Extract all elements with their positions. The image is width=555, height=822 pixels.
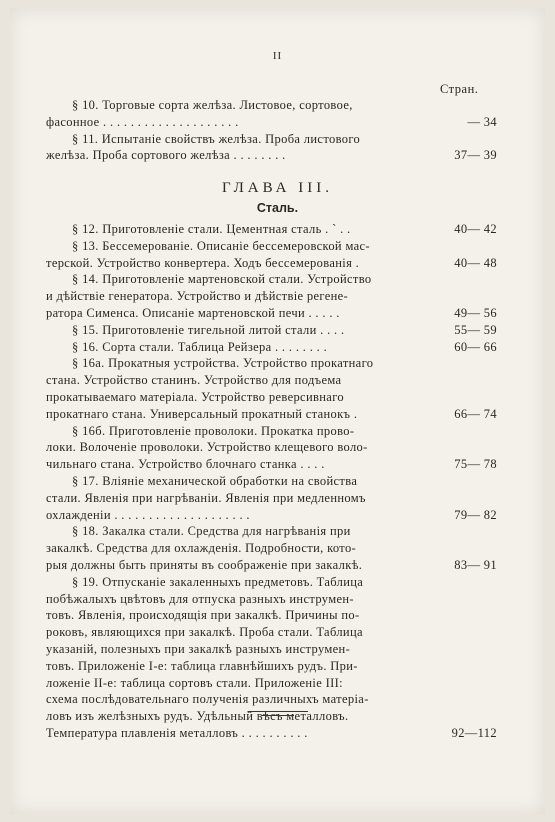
toc-entry-line: § 18. Закалка стали. Средства для нагрѣванія при — [72, 524, 351, 539]
toc-entry-pages: 40— 48 — [454, 255, 497, 270]
toc-entry — [10, 131, 545, 165]
toc-entry-line: стали. Явленія при нагрѣваніи. Явленія при медленномъ — [46, 490, 366, 505]
toc-entry-line: § 16а. Прокатныя устройства. Устройство прокатнаго — [72, 356, 374, 371]
pages-column-header: Стран. — [440, 82, 479, 96]
chapter-subtitle: Сталь. — [256, 201, 299, 215]
toc-entry-line: ловъ изъ желѣзныхъ рудъ. Удѣльный вѣсъ металловъ. — [46, 709, 349, 724]
toc-entry-line: прокатываемаго матеріала. Устройство реверсивнаго — [46, 389, 344, 404]
toc-entry-line: желѣза. Проба сортового желѣза . . . . . . . . — [46, 148, 286, 163]
toc-entry-line: § 14. Приготовленіе мартеновской стали. Устройство — [72, 272, 372, 287]
toc-entry-pages: 55— 59 — [454, 322, 497, 337]
toc-entry — [10, 355, 545, 422]
toc-entry-line: § 15. Приготовленіе тигельной литой стали . . . . — [72, 322, 345, 337]
toc-entry-line: стана. Устройство станинъ. Устройство для подъема — [46, 373, 342, 388]
toc-entry — [10, 322, 545, 339]
toc-entry — [10, 473, 545, 523]
toc-entry — [10, 238, 545, 272]
toc-entry-line: и дѣйствіе генератора. Устройство и дѣйствіе регене- — [46, 289, 349, 304]
toc-entry — [10, 574, 545, 742]
toc-entry — [10, 221, 545, 238]
toc-entry-pages: 37— 39 — [454, 148, 497, 163]
toc-entry-line: закалкѣ. Средства для охлажденія. Подробности, кото- — [46, 541, 357, 556]
toc-entry-line: § 13. Бессемерованіе. Описаніе бессемеровской мас- — [72, 238, 370, 253]
toc-entry-line: роковъ, являющихся при закалкѣ. Проба стали. Таблица — [46, 625, 363, 640]
toc-entry-line: товъ. Приложеніе I-е: таблица главнѣйшихъ рудъ. При- — [46, 658, 358, 673]
toc-entry — [10, 339, 545, 356]
toc-entry-line: охлажденіи . . . . . . . . . . . . . . . . . . . . — [46, 507, 250, 522]
toc-entry-pages: 49— 56 — [454, 305, 497, 320]
toc-entry-line: рыя должны быть приняты въ соображеніе при закалкѣ. — [46, 557, 363, 572]
toc-entry-line: прокатнаго стана. Универсальный прокатный станокъ . — [46, 406, 358, 421]
end-rule-short — [262, 715, 294, 716]
toc-entry-line: побѣжалыхъ цвѣтовъ для отпуска разныхъ инструмен- — [46, 591, 354, 606]
toc-entry-pages: 75— 78 — [454, 457, 497, 472]
toc-entry-line: § 10. Торговые сорта желѣза. Листовое, сортовое, — [72, 98, 353, 112]
toc-entry-pages: 40— 42 — [454, 222, 497, 236]
toc-entry — [10, 271, 545, 321]
toc-entry-line: указаній, полезныхъ при закалкѣ разныхъ инструмен- — [46, 641, 351, 656]
toc-entry-line: товъ. Явленія, происходящія при закалкѣ. Причины по- — [46, 608, 360, 623]
toc-entry-pages: 79— 82 — [454, 507, 497, 522]
toc-entry-pages: 60— 66 — [454, 339, 497, 354]
toc-entry-line: § 17. Вліяніе механической обработки на свойства — [72, 474, 358, 488]
toc-entry-line: схема послѣдовательнаго полученія различныхъ матеріа- — [46, 692, 369, 707]
toc-entry-pages: — 34 — [467, 114, 497, 129]
toc-entry-line: § 16б. Приготовленіе проволоки. Прокатка прово- — [72, 423, 355, 438]
chapter-title: ГЛАВА III. — [222, 180, 333, 196]
toc-entry-line: § 11. Испытаніе свойствъ желѣза. Проба листового — [72, 131, 361, 146]
toc-entry — [10, 97, 545, 131]
toc-entry-line: ложеніе II-е: таблица сортовъ стали. Приложеніе III: — [46, 675, 343, 690]
page-number: II — [272, 50, 283, 62]
toc-entry-line: фасонное . . . . . . . . . . . . . . . . . . . . — [46, 114, 239, 129]
toc-entry-line: чильнаго стана. Устройство блочнаго станка . . . . — [46, 457, 325, 472]
toc-entry-line: § 16. Сорта стали. Таблица Рейзера . . . . . . . . — [72, 339, 328, 354]
toc-entry-pages: 92—112 — [451, 725, 497, 740]
toc-entry — [10, 423, 545, 473]
toc-entry-line: терской. Устройство конвертера. Ходъ бессемерованія . — [46, 255, 360, 270]
toc-entry-pages: 66— 74 — [454, 406, 497, 421]
toc-entry — [10, 523, 545, 573]
toc-entry-pages: 83— 91 — [454, 557, 497, 572]
toc-entry-line: Температура плавленія металловъ . . . . . . . . . . — [46, 725, 308, 740]
toc-entry-line: § 12. Приготовленіе стали. Цементная сталь . ` . . — [72, 222, 351, 236]
toc-entry-line: § 19. Отпусканіе закаленныхъ предметовъ. Таблица — [72, 574, 364, 589]
toc-entry-line: локи. Волоченіе проволоки. Устройство клещевого воло- — [46, 440, 368, 455]
book-page — [10, 8, 545, 814]
end-rule — [248, 711, 308, 712]
toc-entry-line: ратора Сименса. Описаніе мартеновской печи . . . . . — [46, 305, 340, 320]
